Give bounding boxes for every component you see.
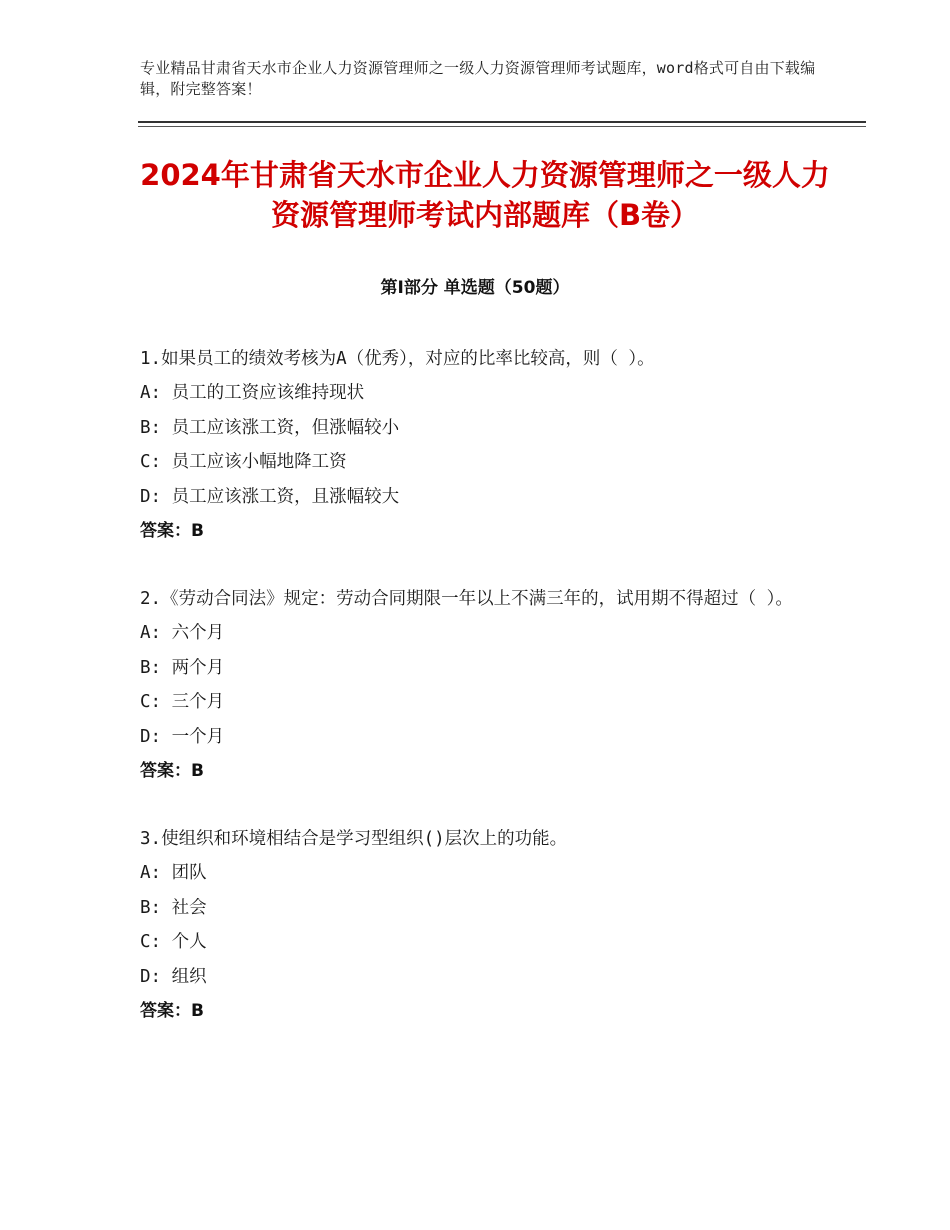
option-d: D: 员工应该涨工资，且涨幅较大 [140, 486, 400, 507]
document-title: 2024年甘肃省天水市企业人力资源管理师之一级人力资源管理师考试内部题库（B卷） [140, 158, 830, 232]
option-b: B: 员工应该涨工资，但涨幅较小 [140, 417, 400, 438]
option-b: B: 社会 [140, 897, 207, 918]
question-2 [140, 582, 810, 788]
option-a: A: 员工的工资应该维持现状 [140, 383, 365, 403]
option-a: A: 团队 [140, 863, 207, 883]
header-divider-thin [138, 126, 866, 127]
option-d: D: 一个月 [140, 726, 225, 747]
option-c: C: 个人 [140, 932, 207, 952]
question-stem: 3.使组织和环境相结合是学习型组织()层次上的功能。 [140, 829, 568, 849]
question-3 [140, 822, 810, 1028]
question-stem: 1.如果员工的绩效考核为A（优秀），对应的比率比较高，则（ ）。 [140, 349, 655, 369]
question-stem: 2.《劳动合同法》规定：劳动合同期限一年以上不满三年的，试用期不得超过（ ）。 [140, 589, 793, 609]
option-d: D: 组织 [140, 966, 207, 987]
header-divider-thick [138, 121, 866, 123]
section-title: 第Ⅰ部分 单选题（50题） [380, 278, 570, 298]
option-c: C: 员工应该小幅地降工资 [140, 452, 347, 472]
option-a: A: 六个月 [140, 623, 225, 643]
header-note: 专业精品甘肃省天水市企业人力资源管理师之一级人力资源管理师考试题库，word格式可自由下载编辑，附完整答案！ [140, 59, 816, 98]
answer: 答案：B [140, 1001, 204, 1021]
answer: 答案：B [140, 761, 204, 781]
question-1 [140, 342, 810, 548]
option-c: C: 三个月 [140, 692, 225, 712]
answer: 答案：B [140, 521, 204, 541]
question-list [140, 342, 810, 1062]
option-b: B: 两个月 [140, 657, 225, 678]
